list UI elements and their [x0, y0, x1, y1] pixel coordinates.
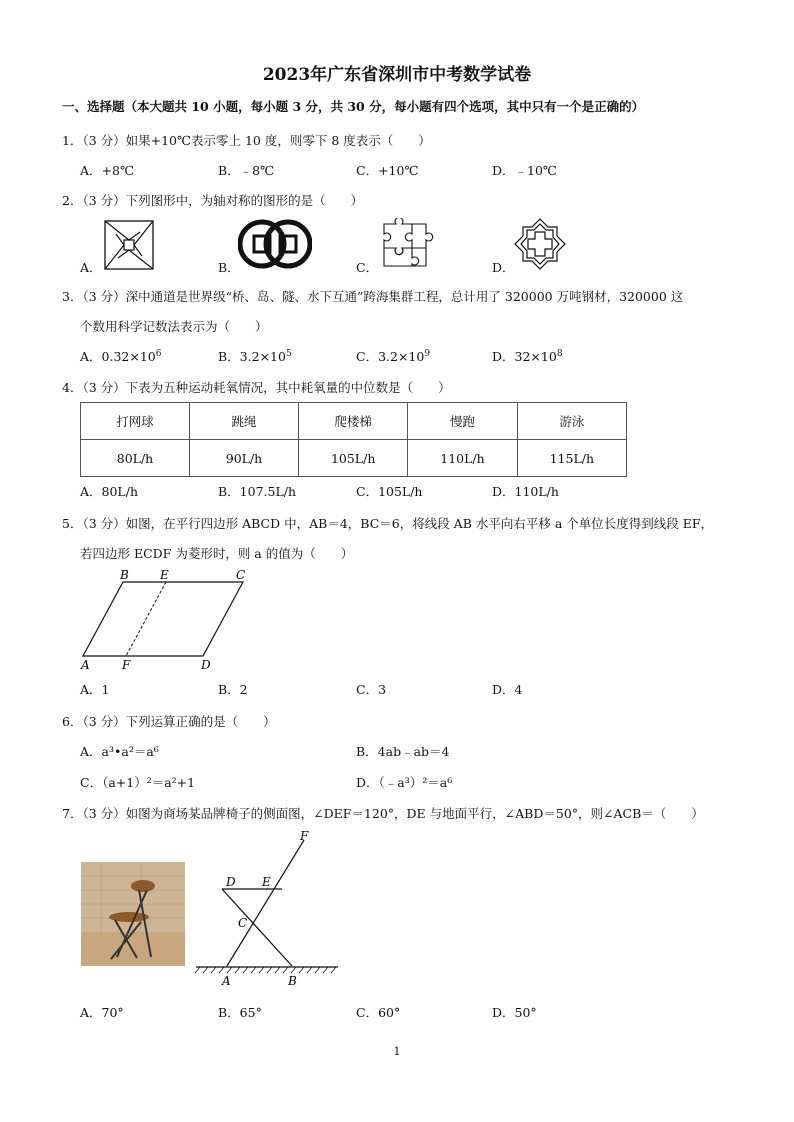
label-f: F — [300, 830, 309, 843]
q2-option-b: B． — [218, 260, 240, 275]
q4-option-a: A．80L/h — [80, 484, 138, 499]
label-b: B — [288, 974, 297, 988]
label-e: E — [262, 875, 271, 889]
q4-option-b: B．107.5L/h — [218, 484, 297, 499]
cross-ornament-figure — [512, 216, 568, 272]
q4-option-c: C．105L/h — [356, 484, 423, 499]
q2-option-a: A． — [80, 260, 102, 275]
table-row — [81, 440, 627, 477]
table-cell: 105L/h — [299, 440, 408, 477]
q7-option-c: C．60° — [356, 1005, 401, 1020]
puzzle-figure — [380, 218, 434, 270]
pinwheel-square-figure — [104, 220, 154, 270]
q7-stem: 7．（3 分）如图为商场某品牌椅子的侧面图，∠DEF＝120°，DE 与地面平行，∠ABD＝50°，则∠ACB＝（ ） — [62, 806, 704, 821]
q3-option-c: C．$3.2\times 10^9$ — [356, 348, 431, 364]
table-header-cell: 打网球 — [81, 403, 190, 440]
label-f: F — [122, 658, 131, 672]
table-header-cell: 慢跑 — [408, 403, 517, 440]
q3-option-a: A．$0.32\times 10^6$ — [80, 348, 162, 364]
table-cell: 115L/h — [517, 440, 626, 477]
q5-stem-line2: 若四边形 ECDF 为菱形时，则 a 的值为（ ） — [80, 546, 354, 561]
label-d: D — [226, 875, 236, 889]
q7-option-a: A．70° — [80, 1005, 124, 1020]
label-a: A — [222, 974, 231, 988]
q6-option-d: D．（﹣a³）²＝a⁶ — [356, 775, 453, 790]
chair-photo — [81, 862, 185, 966]
table-header-cell: 游泳 — [517, 403, 626, 440]
section-heading: 一、选择题（本大题共 10 小题，每小题 3 分，共 30 分，每小题有四个选项，其中只有一个是正确的） — [62, 99, 645, 114]
q1-option-d: D．﹣10℃ — [492, 163, 557, 178]
q5-option-a: A．1 — [80, 682, 110, 697]
label-e: E — [160, 568, 169, 582]
q3-stem-line2: 个数用科学记数法表示为（ ） — [80, 319, 268, 334]
label-d: D — [201, 658, 211, 672]
q3-option-d: D．$32\times 10^8$ — [492, 348, 563, 364]
q2-option-c: C． — [356, 260, 379, 275]
q1-option-a: A．+8℃ — [80, 163, 134, 178]
q3-option-b: B．$3.2\times 10^5$ — [218, 348, 292, 364]
oxygen-table — [80, 402, 627, 477]
q5-stem-line1: 5．（3 分）如图，在平行四边形 ABCD 中，AB＝4，BC＝6，将线段 AB 水平向右平移 a 个单位长度得到线段 EF， — [62, 516, 714, 531]
table-cell: 90L/h — [190, 440, 299, 477]
q7-option-d: D．50° — [492, 1005, 537, 1020]
q2-stem: 2．（3 分）下列图形中，为轴对称的图形的是（ ） — [62, 193, 364, 208]
table-header-cell: 跳绳 — [190, 403, 299, 440]
q6-option-c: C．（a+1）²＝a²+1 — [80, 775, 196, 790]
q2-option-d: D． — [492, 260, 515, 275]
table-header-cell: 爬楼梯 — [299, 403, 408, 440]
page-title: 2023年广东省深圳市中考数学试卷 — [262, 65, 532, 85]
label-a: A — [81, 658, 90, 672]
page-number: 1 — [393, 1045, 401, 1058]
q5-option-d: D．4 — [492, 682, 523, 697]
label-b: B — [120, 568, 129, 582]
q3-stem-line1: 3．（3 分）深中通道是世界级“桥、岛、隧、水下互通”跨海集群工程，总计用了 320000 万吨钢材，320000 这 — [62, 289, 684, 304]
q4-stem: 4．（3 分）下表为五种运动耗氧情况，其中耗氧量的中位数是（ ） — [62, 380, 451, 395]
chair-side-diagram — [192, 830, 342, 990]
q1-stem: 1．（3 分）如果+10℃表示零上 10 度，则零下 8 度表示（ ） — [62, 133, 431, 148]
label-c: C — [236, 568, 246, 582]
parallelogram-diagram — [78, 566, 258, 672]
q1-option-c: C．+10℃ — [356, 163, 419, 178]
q5-option-c: C．3 — [356, 682, 387, 697]
table-cell: 110L/h — [408, 440, 517, 477]
double-coin-figure — [238, 218, 312, 270]
q6-option-a: A．a³•a²＝a⁶ — [80, 744, 159, 759]
q5-option-b: B．2 — [218, 682, 248, 697]
q7-option-b: B．65° — [218, 1005, 262, 1020]
q6-stem: 6．（3 分）下列运算正确的是（ ） — [62, 714, 276, 729]
q1-option-b: B．﹣8℃ — [218, 163, 275, 178]
q6-option-b: B．4ab﹣ab＝4 — [356, 744, 450, 759]
q4-option-d: D．110L/h — [492, 484, 559, 499]
table-cell: 80L/h — [81, 440, 190, 477]
table-header-row — [81, 403, 627, 440]
label-c: C — [238, 916, 248, 930]
